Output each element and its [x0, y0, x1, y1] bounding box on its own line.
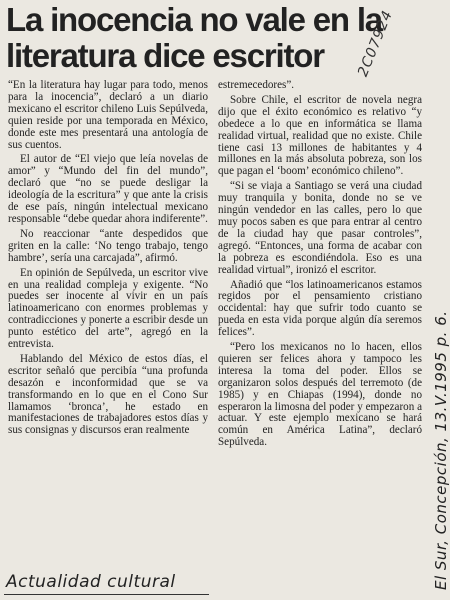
- paragraph: Hablando del México de estos días, el escritor señaló que percibía “una profunda desazón e inconformidad que se va transformando en lo que en el Cono Sur llamamos ‘bronca’, he estado en manifestaciones de trabajadores estos días y sus consignas y discursos eran realmente: [8, 352, 208, 437]
- section-underline: [4, 594, 209, 595]
- paragraph: Añadió que “los latinoamericanos estamos regidos por el pensamiento cristiano occidental: hay que sufrir todo cuanto se pueda en esta vida porque algún día seremos felices”.: [218, 278, 422, 339]
- paragraph: El autor de “El viejo que leía novelas de amor” y “Mundo del fin del mundo”, declaró que “no se puede desligar la ideología de la escritura” y que ante la crisis de ese país, ningún intelectual mexicano responsable “debe quedar ahora indiferente”.: [8, 153, 208, 225]
- paragraph: “Pero los mexicanos no lo hacen, ellos quieren ser felices ahora y tampoco les interesa la toma del poder. Ellos se organizaron solos después del terremoto (de 1985) y en Chiapas (1994), donde no esperaron la limosna del poder y empezaron a actuar. Y este ejemplo mexicano se hará común en América Latina”, declaró Sepúlveda.: [218, 341, 422, 449]
- paragraph: No reaccionar “ante despedidos que griten en la calle: ‘No tengo trabajo, tengo hambre’, sería una carcajada”, afirmó.: [8, 227, 208, 264]
- handwritten-archive-code: 2C07924: [355, 7, 397, 79]
- headline: La inocencia no vale en la literatura dice escritor: [6, 1, 382, 74]
- paragraph: estremecedores”.: [218, 79, 295, 91]
- handwritten-source-note: El Sur, Concepción, 13.V.1995 p. 6.: [432, 310, 450, 590]
- paragraph: “Si se viaja a Santiago se verá una ciudad muy tranquila y bonita, donde no se ve ningún vendedor en las calles, pero lo que muy pocos saben es que para entrar al centro de la ciudad hay que pasar controles”, agregó. “Entonces, una forma de acabar con la pobreza es escondiéndola. Eso es una realidad virtual”, ironizó el escritor.: [218, 180, 422, 276]
- handwritten-section-label: Actualidad cultural: [6, 572, 176, 592]
- paragraph: “En la literatura hay lugar para todo, menos para la inocencia”, declaró a un diario mexicano el escritor chileno Luis Sepúlveda, quien reside por una temporada en México, donde este mes presentará una antología de sus cuentos.: [8, 79, 208, 151]
- article-column-left: [8, 80, 208, 440]
- paragraph: En opinión de Sepúlveda, un escritor vive en una realidad compleja y exigente. “No puedes ser inocente al vivir en un país latinoamericano con enormes problemas y contradicciones y ponerte a escribir desde un punto estético del arte”, agregó en la entrevista.: [8, 266, 208, 351]
- article-column-right: [218, 80, 422, 452]
- paragraph: Sobre Chile, el escritor de novela negra dijo que el éxito económico es relativo “y obedece a lo que en informática se llama realidad virtual, realidad que no existe. Chile tiene casi 13 millones de habitantes y 4 millones en la más absoluta pobreza, son los que pagan el ‘boom’ económico chileno”.: [218, 93, 422, 178]
